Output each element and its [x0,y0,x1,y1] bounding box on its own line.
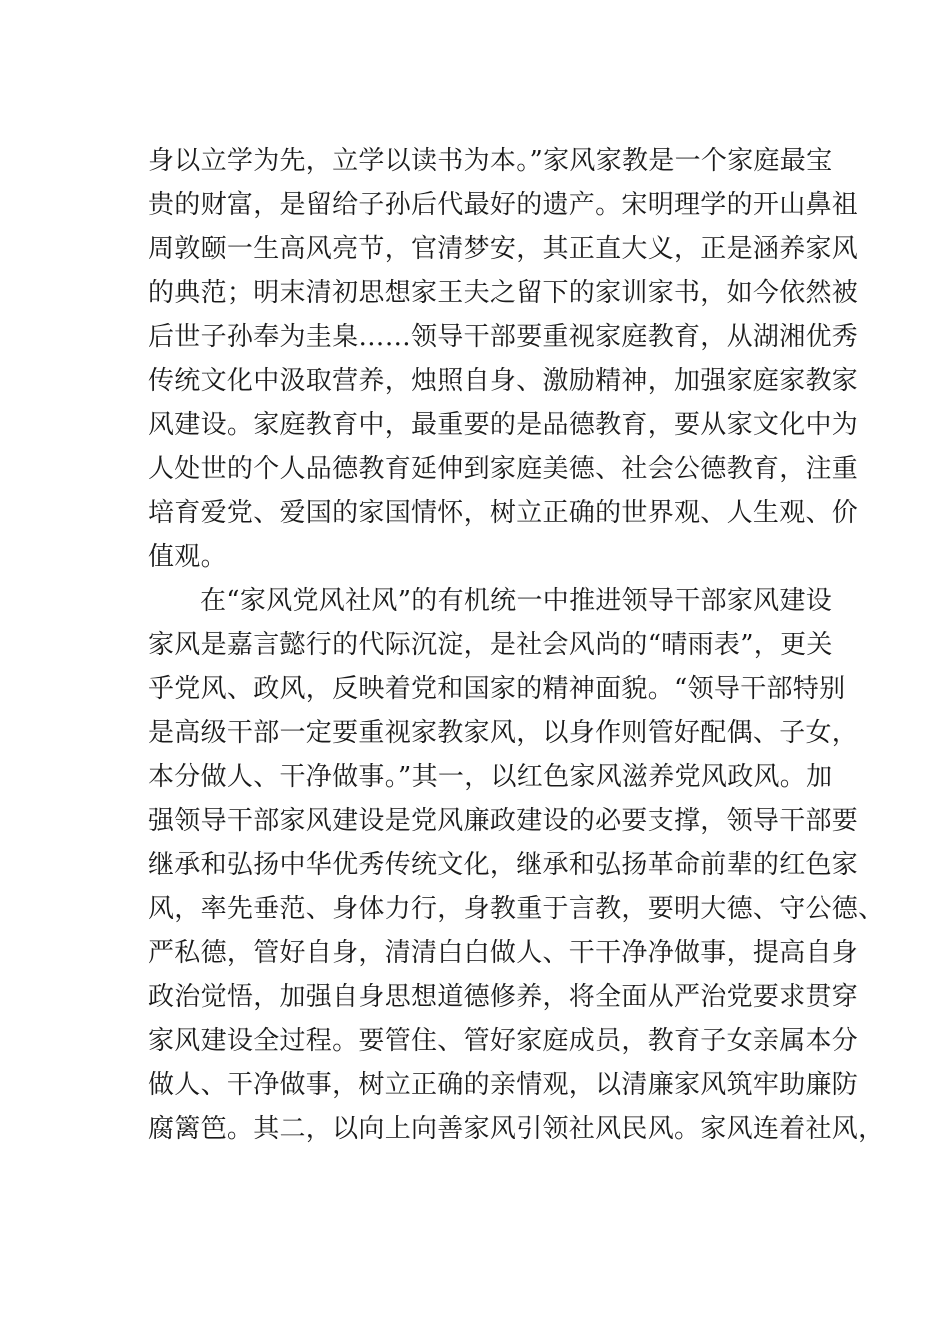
text-line: 继承和弘扬中华优秀传统文化，继承和弘扬革命前辈的红色家 [148,850,859,880]
text-line: 风建设。家庭教育中，最重要的是品德教育，要从家文化中为 [148,410,859,440]
text-line: 值观。 [148,542,227,572]
text-line: 的典范；明末清初思想家王夫之留下的家训家书，如今依然被 [148,278,859,308]
text-line: 强领导干部家风建设是党风廉政建设的必要支撑，领导干部要 [148,806,859,836]
text-line: 传统文化中汲取营养，烛照自身、激励精神，加强家庭家教家 [148,366,859,396]
text-line: 政治觉悟，加强自身思想道德修养，将全面从严治党要求贯穿 [148,982,859,1012]
text-line: 做人、干净做事，树立正确的亲情观，以清廉家风筑牢助廉防 [148,1070,859,1100]
text-line: 家风建设全过程。要管住、管好家庭成员，教育子女亲属本分 [148,1026,859,1056]
text-line: 贵的财富，是留给子孙后代最好的遗产。宋明理学的开山鼻祖 [148,190,859,220]
text-line: 周敦颐一生高风亮节，官清梦安，其正直大义，正是涵养家风 [148,234,859,264]
text-line: 家风是嘉言懿行的代际沉淀，是社会风尚的“晴雨表”，更关 [148,630,833,660]
text-line: 腐篱笆。其二，以向上向善家风引领社风民风。家风连着社风， [148,1114,885,1144]
body-text [148,139,885,1151]
text-line: 人处世的个人品德教育延伸到家庭美德、社会公德教育，注重 [148,454,859,484]
text-line: 后世子孙奉为圭臬……领导干部要重视家庭教育，从湖湘优秀 [148,322,859,352]
text-line: 身以立学为先，立学以读书为本。”家风家教是一个家庭最宝 [148,146,833,176]
text-line: 乎党风、政风，反映着党和国家的精神面貌。“领导干部特别 [148,674,846,704]
text-line: 培育爱党、爱国的家国情怀，树立正确的世界观、人生观、价 [148,498,859,528]
text-line: 是高级干部一定要重视家教家风，以身作则管好配偶、子女， [148,718,859,748]
section-heading: 在“家风党风社风”的有机统一中推进领导干部家风建设 [200,586,833,616]
text-line: 严私德，管好自身，清清白白做人、干干净净做事，提高自身 [148,938,859,968]
text-line: 风，率先垂范、身体力行，身教重于言教，要明大德、守公德、 [148,894,885,924]
text-line: 本分做人、干净做事。”其一，以红色家风滋养党风政风。加 [148,762,833,792]
